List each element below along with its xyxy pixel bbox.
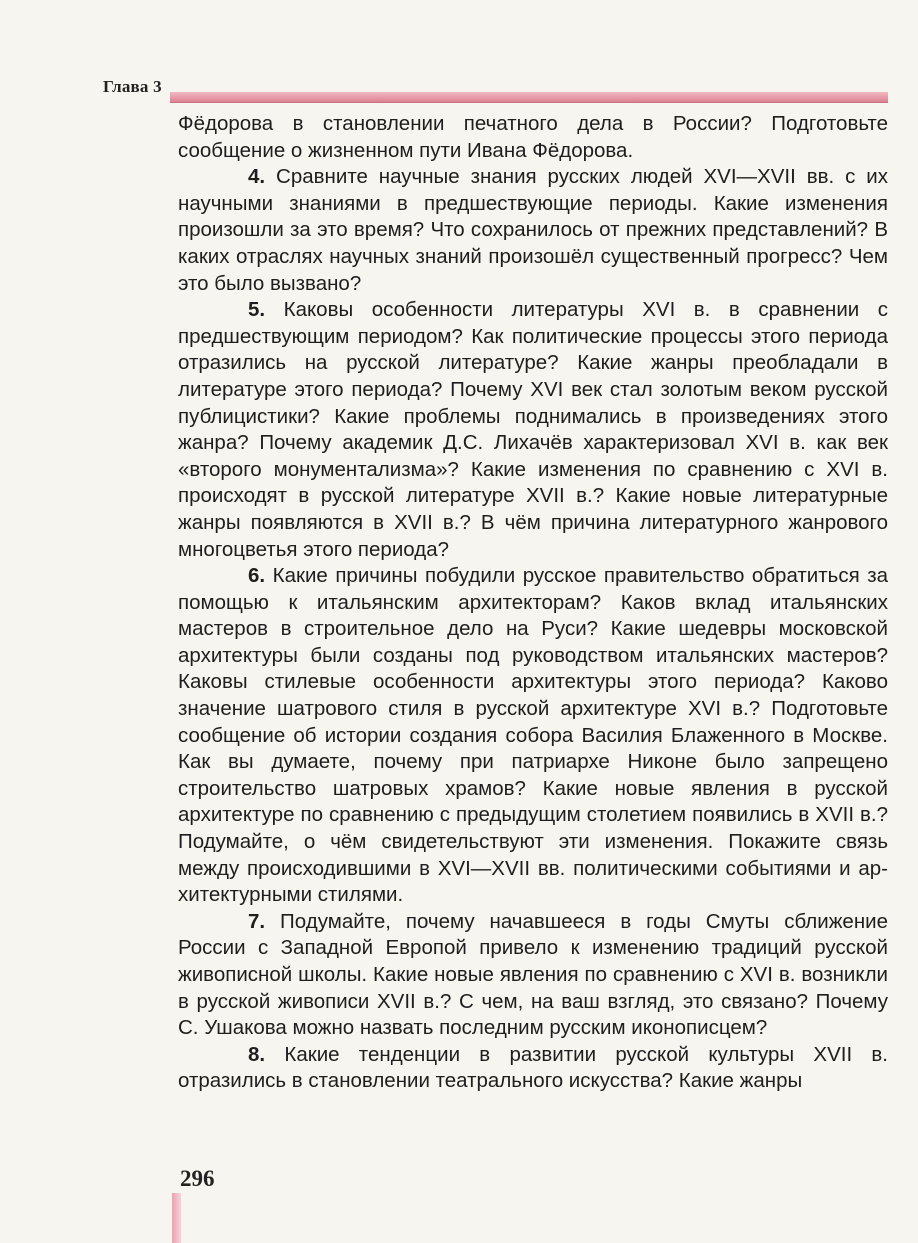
question-number: 7.: [248, 909, 266, 933]
question-6: [178, 563, 888, 909]
question-text: Сравните научные знания русских людей XVI—XVII вв. с их научными знаниями в предшествующие периоды. Какие изменения произошли за это время? Что сохранилось от прежних представлений? В каких отраслях научных знаний произошёл существенный прогресс? Чем это было вызвано?: [178, 165, 888, 295]
question-7: [178, 909, 888, 1042]
page-body: [178, 111, 888, 1095]
question-5: [178, 297, 888, 563]
question-text: Подумайте, почему начавшееся в годы Смуты сближение России с Западной Европой привело к изменению традиций русской живописной школы. Какие новые явления по сравнению с XVI в. возникли в русской живописи XVII в.? С чем, на ваш взгляд, это связано? Почему С. Ушакова можно назвать последним русским иконописцем?: [178, 909, 888, 1040]
question-text: Каковы особенности литературы XVI в. в сравнении с предшествующим периодом? Как политические процессы этого периода отразились на русской литературе? Какие жанры преобладали в литературе этого периода? Почему XVI век стал золотым веком русской публицистики? Какие проблемы поднимались в произведениях этого жанра? Почему академик Д.С. Лихачёв характеризовал XVI в. как век «второго монументализма»? Какие изменения по сравнению с XVI в. происходят в русской литературе XVII в.? Какие новые литературные жанры появляются в XVII в.? В чём причина литературного жанрового многоцветья этого периода?: [178, 298, 888, 561]
question-4: [178, 164, 888, 297]
question-number: 5.: [248, 298, 266, 322]
question-number: 4.: [248, 165, 266, 189]
question-text: Какие тенденции в развитии русской культуры XVII в. отразились в становлении театрального искусства? Какие жанры: [178, 1042, 888, 1093]
page-edge-tab: [172, 1193, 181, 1243]
question-number: 8.: [248, 1042, 266, 1066]
page-number: 296: [180, 1166, 215, 1191]
question-8: [178, 1042, 888, 1095]
lead-paragraph: Фёдорова в становлении печатного дела в России? Подготовьте сообщение о жизненном пути Ивана Фёдорова.: [178, 112, 888, 162]
question-number: 6.: [248, 564, 266, 588]
question-text: Какие причины побудили русское правительство обратиться за помощью к итальянским архитекторам? Каков вклад итальянских мастеров в строительное дело на Руси? Какие шедевры московской архитектуры были созданы под руководством итальянских мастеров? Каковы стилевые особенности архитектуры этого периода? Каково значение шатрового стиля в русской архитектуре XVI в.? Подготовьте сообщение об истории создания собора Василия Блаженного в Москве. Как вы думаете, почему при патриархе Никоне было запрещено строительство шатровых храмов? Какие новые явления в русской архитектуре по сравнению с предыдущим столетием появились в XVII в.? Подумайте, о чём свидетельствуют эти изменения. Покажите связь между происходившими в XVI—XVII вв. политическими событиями и архитектурными стилями.: [178, 564, 888, 907]
chapter-title: Глава 3: [103, 77, 162, 96]
header-rule: [170, 92, 888, 103]
